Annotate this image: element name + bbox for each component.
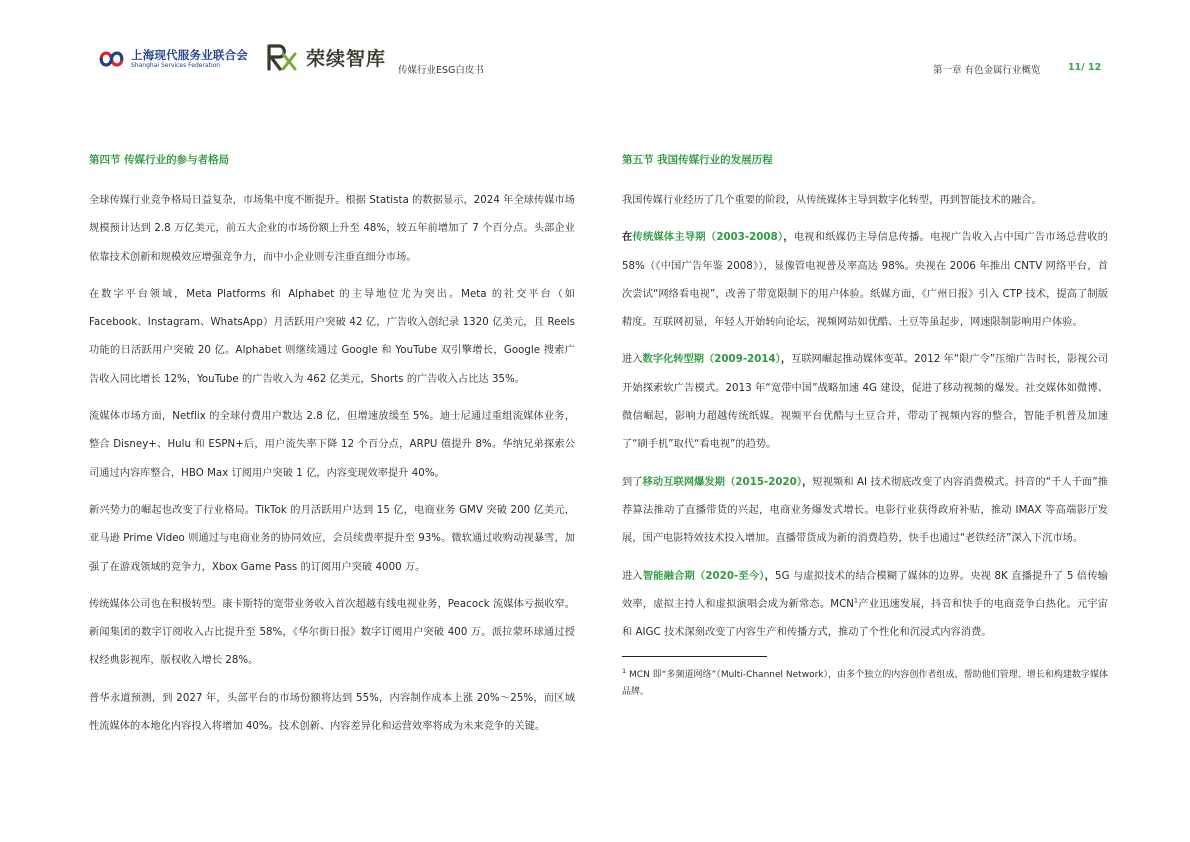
body-paragraph: 在数字平台领域，Meta Platforms 和 Alphabet 的主导地位尤为突出。Meta 的社交平台（如 Facebook、Instagram、WhatsApp）月活跃用户突破 42 亿，广告收入创纪录 1320 亿美元，且 Reels 功能的日活跃用户突破 20 亿。Alphabet 则继续通过 Google 和 YouTube 双引擎增长，Google 搜索广告收入同比增长 12%，YouTube 的广告收入为 462 亿美元，Shorts 的广告收入占比达 35%。 bbox=[89, 288, 575, 385]
phase-paragraph bbox=[622, 224, 1108, 337]
phase-separator: ， bbox=[780, 354, 792, 366]
phase-lead: 到了 bbox=[622, 476, 643, 488]
phase-separator: ， bbox=[764, 570, 776, 582]
shanghai-services-federation-logo bbox=[98, 44, 248, 74]
section-title: 第五节 我国传媒行业的发展历程 bbox=[622, 154, 773, 166]
phase-lead: 进入 bbox=[622, 570, 643, 582]
document-subtitle: 传媒行业ESG白皮书 bbox=[398, 65, 484, 76]
phase-separator: ， bbox=[802, 476, 813, 488]
phase-paragraph bbox=[622, 346, 1108, 459]
phase-separator: ， bbox=[783, 232, 794, 244]
think-tank-name: 荣续智库 bbox=[306, 47, 387, 70]
footnote-text: MCN 即“多频道网络”（Multi-Channel Network），由多个独立的内容创作者组成，帮助他们管理、增长和构建数字媒体品牌。 bbox=[622, 670, 1108, 698]
phase-body: 短视频和 AI 技术彻底改变了内容消费模式。抖音的“千人千面”推荐算法推动了直播带货的兴起，电商业务爆发式增长。电影行业获得政府补贴，推动 IMAX 等高端影厅发展，国产电影特效技术投入增加。直播带货成为新的消费趋势，快手也通过“老铁经济”深入下沉市场。 bbox=[622, 476, 1108, 545]
federation-emblem-icon bbox=[98, 45, 125, 73]
body-paragraph: 流媒体市场方面，Netflix 的全球付费用户数达 2.8 亿，但增速放缓至 5%。迪士尼通过重组流媒体业务，整合 Disney+、Hulu 和 ESPN+后，用户流失率下降 12 个百分点，ARPU 值提升 8%。华纳兄弟探索公司通过内容库整合，HBO Max 订阅用户突破 1 亿，内容变现效率提升 40%。 bbox=[89, 411, 575, 479]
right-column bbox=[622, 150, 1108, 701]
phase-paragraph bbox=[622, 563, 1108, 648]
body-paragraph: 传统媒体公司也在积极转型。康卡斯特的宽带业务收入首次超越有线电视业务，Peacock 流媒体亏损收窄。新闻集团的数字订阅收入占比提升至 58%，《华尔街日报》数字订阅用户突破 400 万。派拉蒙环球通过授权经典影视库，版权收入增长 28%。 bbox=[89, 598, 575, 667]
phase-name: 智能融合期（2020-至今） bbox=[642, 570, 765, 582]
phase-name: 移动互联网爆发期（2015-2020） bbox=[642, 476, 803, 488]
phase-paragraph bbox=[622, 469, 1108, 554]
intro-paragraph: 我国传媒行业经历了几个重要的阶段，从传统媒体主导到数字化转型，再到智能技术的融合。 bbox=[622, 195, 1042, 206]
phase-lead: 进入 bbox=[622, 354, 643, 366]
body-paragraph: 普华永道预测，到 2027 年，头部平台的市场份额将达到 55%，内容制作成本上涨 20%〜25%，而区域性流媒体的本地化内容投入将增加 40%。技术创新、内容差异化和运营效率将成为未来竞争的关键。 bbox=[89, 692, 575, 733]
section-title: 第四节 传媒行业的参与者格局 bbox=[89, 154, 230, 166]
left-column bbox=[89, 150, 575, 750]
footnote-marker: 1 bbox=[622, 667, 627, 676]
body-paragraph: 全球传媒行业竞争格局日益复杂，市场集中度不断提升。根据 Statista 的数据显示，2024 年全球传媒市场规模预计达到 2.8 万亿美元，前五大企业的市场份额上升至 48%，较五年前增加了 7 个百分点。头部企业依靠技术创新和规模效应增强竞争力，而中小企业则专注垂直细分市场。 bbox=[89, 195, 575, 263]
federation-name-cn: 上海现代服务业联合会 bbox=[131, 48, 248, 62]
phase-body: 电视和纸媒仍主导信息传播。电视广告收入占中国广告市场总营收的 58%（《中国广告年鉴 2008》），显像管电视普及率高达 98%。央视在 2006 年推出 CNTV 网络平台，首次尝试“网络看电视”，改善了带宽限制下的用户体验。纸媒方面，《广州日报》引入 CTP 技术，提高了制版精度。互联网初显，年轻人开始转向论坛，视频网站如优酷、土豆等虽起步，网速限制影响用户体验。 bbox=[622, 232, 1108, 329]
footnote-divider bbox=[622, 656, 767, 657]
chapter-label: 第一章 有色金属行业概览 bbox=[933, 65, 1041, 76]
phase-lead: 在 bbox=[622, 232, 633, 244]
page-number: 11/ 12 bbox=[1068, 62, 1102, 73]
body-paragraph: 新兴势力的崛起也改变了行业格局。TikTok 的月活跃用户达到 15 亿，电商业务 GMV 突破 200 亿美元，亚马逊 Prime Video 则通过与电商业务的协同效应，会员续费率提升至 93%。微软通过收购动视暴雪，加强了在游戏领域的竞争力，Xbox Game Pass 的订阅用户突破 4000 万。 bbox=[89, 504, 575, 573]
phase-body: 互联网崛起推动媒体变革。2012 年“限广令”压缩广告时长，影视公司开始探索软广告模式。2013 年“宽带中国”战略加速 4G 建设，促进了移动视频的爆发。社交媒体如微博、微信崛起，影响力超越传统纸媒。视频平台优酷与土豆合并，带动了视频内容的整合，智能手机普及加速了“刷手机”取代“看电视”的趋势。 bbox=[622, 354, 1109, 451]
phase-body: 5G 与虚拟技术的结合模糊了媒体的边界。央视 8K 直播提升了 5 倍传输效率，虚拟主持人和虚拟演唱会成为新常态。MCN bbox=[622, 570, 1108, 610]
phase-body: 产业迅速发展，抖音和快手的电商竞争白热化。元宇宙和 AIGC 技术深刻改变了内容生产和传播方式，推动了个性化和沉浸式内容消费。 bbox=[622, 598, 1108, 639]
rongxu-think-tank-logo bbox=[266, 41, 386, 73]
federation-name-en: Shanghai Services Federation bbox=[131, 62, 221, 69]
rx-monogram-icon bbox=[266, 42, 298, 72]
footnote-reference[interactable]: 1 bbox=[853, 596, 859, 605]
footnote bbox=[622, 667, 1108, 701]
phase-name: 传统媒体主导期（2003-2008） bbox=[632, 232, 784, 244]
phase-name: 数字化转型期（2009-2014） bbox=[642, 354, 781, 366]
page-header bbox=[0, 0, 1190, 90]
